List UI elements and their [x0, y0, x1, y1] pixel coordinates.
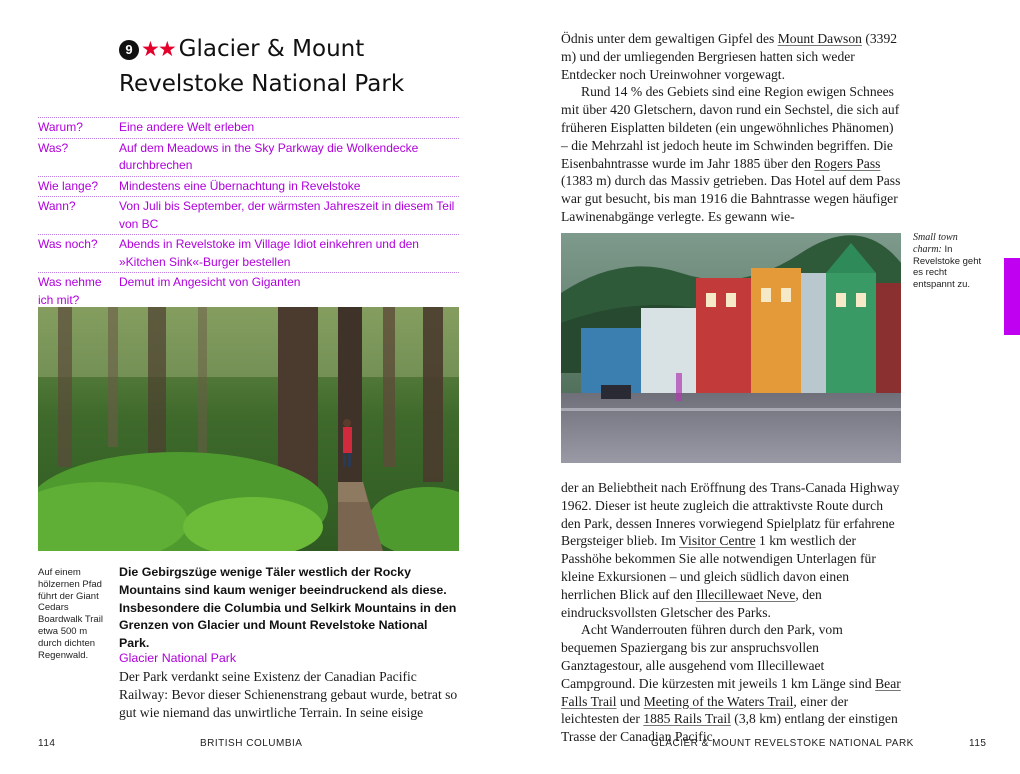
section-thumb-tab: [1004, 258, 1020, 335]
link-illecillewaet-neve[interactable]: Illecillewaet Neve: [696, 586, 796, 602]
rating-stars-icon: ★★: [141, 37, 175, 61]
paragraph: [561, 621, 901, 746]
revelstoke-street-photo: [561, 233, 901, 463]
fact-row: [38, 196, 459, 234]
link-rogers-pass[interactable]: Rogers Pass: [814, 155, 881, 171]
fact-question: Was?: [38, 140, 69, 155]
right-body-text-top: [561, 30, 901, 226]
fact-row: [38, 138, 459, 176]
running-header-left: BRITISH COLUMBIA: [200, 738, 303, 749]
fact-question: Was noch?: [38, 237, 98, 251]
fact-answer: Mindestens eine Übernachtung in Revelstoke: [119, 178, 361, 193]
text-run: (1383 m) durch das Massiv getrieben. Das Hotel auf dem Pass war gut besucht, bis man 1916 die Bahntrasse wegen häufiger Lawinenabgänge verlegte. Es gewann wie-: [561, 173, 901, 224]
fact-table: [38, 117, 459, 311]
text-run: Ödnis unter dem gewaltigen Gipfel des: [561, 31, 778, 46]
caption-italic: Small town charm:: [913, 232, 958, 255]
link-bear-falls-trail[interactable]: Bear Falls Trail: [561, 675, 901, 709]
fact-row: [38, 272, 459, 311]
fact-answer: Auf dem Meadows in the Sky Parkway die Wolkendecke durchbrechen: [119, 140, 419, 172]
fact-answer: Demut im Angesicht von Giganten: [119, 275, 301, 289]
town-photo-caption: [913, 232, 983, 291]
text-run: und: [616, 693, 644, 709]
fact-row: [38, 176, 459, 197]
fact-answer: Von Juli bis September, der wärmsten Jahreszeit in diesem Teil von BC: [119, 199, 455, 231]
fact-answer: Abends in Revelstoke im Village Idiot einkehren und den »Kitchen Sink«-Burger bestellen: [119, 237, 419, 269]
text-run: der an Beliebtheit nach Eröffnung des Trans-Canada Highway 1962. Dieser ist heute zugleich die attraktivste Route durch den Park, dessen Inneres vorwiegend Spielplatz für erfahrene Bergsteiger blieb. Im: [561, 480, 900, 549]
text-run: Rund 14 % des Gebiets sind eine Region ewigen Schnees mit über 420 Gletschern, davon rund ein Sechstel, die sich auf früheren Eisplatten bildeten (ein ungewöhnliches Phänomen) – die Mehrzahl ist jedoch heute im Schwinden begriffen. Die Eisenbahntrasse wurde im Jahr 1885 über den: [561, 84, 900, 171]
title-line-1: Glacier & Mount: [178, 36, 365, 62]
fact-row: [38, 117, 459, 138]
chapter-number-badge: 9: [119, 40, 139, 60]
link-visitor-centre[interactable]: Visitor Centre: [679, 533, 756, 549]
link-mount-dawson[interactable]: Mount Dawson: [777, 31, 862, 46]
text-run: 1 km westlich der Passhöhe bekommen Sie alle notwendigen Unterlagen für kleine Exkursionen – und gleich südlich davon einen herrlichen Blick auf den: [561, 533, 876, 602]
paragraph: [561, 83, 901, 225]
left-body-text: Der Park verdankt seine Existenz der Canadian Pacific Railway: Bevor dieser Schienenstrang gebaut wurde, betrat so gut wie niemand das unwirtliche Terrain. In seine eisige: [119, 669, 458, 720]
link-meeting-of-the-waters-trail[interactable]: Meeting of the Waters Trail: [643, 693, 794, 709]
paragraph: [561, 30, 901, 83]
text-run: , den eindrucksvollsten Gletscher des Parks.: [561, 586, 822, 620]
lead-paragraph: Die Gebirgszüge wenige Täler westlich der Rocky Mountains sind kaum weniger beeindruckend als diese. Insbesondere die Columbia und Selkirk Mountains in den Grenzen von Glacier und Mount Revelstoke National Park.: [119, 565, 457, 651]
fact-question: Wie lange?: [38, 178, 99, 193]
running-header-right: GLACIER & MOUNT REVELSTOKE NATIONAL PARK: [651, 738, 914, 749]
caption-text: In Revelstoke geht es recht entspannt zu.: [913, 243, 982, 291]
text-run: Acht Wanderrouten führen durch den Park, vom bequemen Spaziergang bis zur anspruchsvollen Ganztagestour, alle ausgehend vom Illecillewaet Campground. Die kürzesten mit jeweils 1 km Länge sind: [561, 622, 876, 691]
chapter-title: [119, 32, 459, 102]
text-run: (3392 m) und der umliegenden Bergriesen hatten sich weder Entdecker noch Ureinwohner vorgewagt.: [561, 31, 898, 82]
section-heading: Glacier National Park: [119, 651, 237, 665]
fact-answer: Eine andere Welt erleben: [119, 120, 255, 134]
fact-row: [38, 234, 459, 272]
text-run: , einer der leichtesten der: [561, 693, 849, 727]
link-1885-rails-trail[interactable]: 1885 Rails Trail: [643, 711, 731, 727]
paragraph: [561, 479, 901, 621]
text-run: (3,8 km) entlang der einstigen Trasse der Canadian Pacific: [561, 711, 898, 745]
forest-boardwalk-photo: [38, 307, 459, 551]
title-line-2: Revelstoke National Park: [119, 71, 405, 97]
fact-question: Warum?: [38, 120, 83, 134]
fact-question: Was nehme ich mit?: [38, 275, 102, 307]
forest-photo-caption: Auf einem hölzernen Pfad führt der Giant Cedars Boardwalk Trail etwa 500 m durch dichten Regenwald.: [38, 567, 103, 661]
right-body-text-bottom: [561, 479, 901, 746]
fact-question: Wann?: [38, 199, 76, 213]
page-number-left: 114: [38, 738, 56, 749]
page-number-right: 115: [969, 738, 987, 749]
